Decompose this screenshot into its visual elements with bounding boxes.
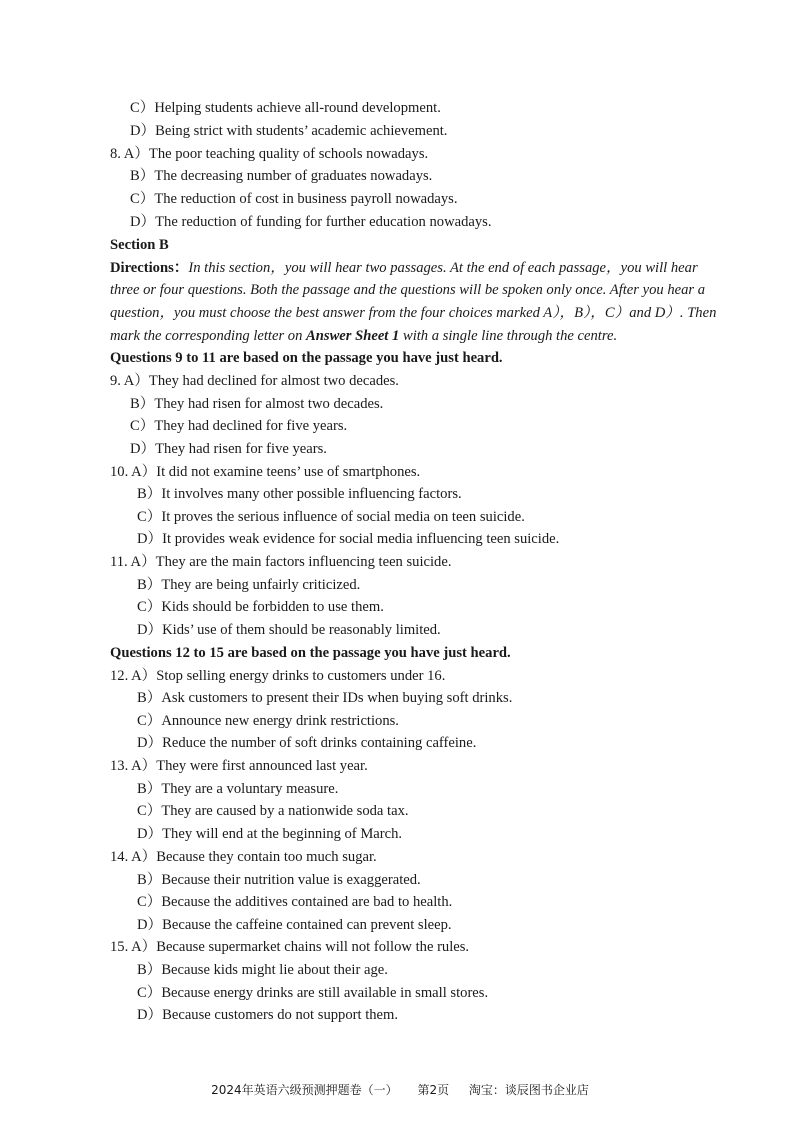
q9-option-c: C）They had declined for five years. <box>130 418 348 434</box>
group-1-heading: Questions 9 to 11 are based on the passage you have just heard. <box>110 350 503 366</box>
q12-option-b: B）Ask customers to present their IDs when buying soft drinks. <box>137 690 513 706</box>
footer-title: 2024年英语六级预测押题卷（一） <box>211 1083 398 1097</box>
q13-option-d: D）They will end at the beginning of March. <box>137 826 403 842</box>
q13-option-b: B）They are a voluntary measure. <box>137 781 339 797</box>
directions-line-3: question，you must choose the best answer from the four choices marked A），B），C）and D）. Then <box>110 305 717 321</box>
q13-option-c: C）They are caused by a nationwide soda tax. <box>137 803 409 819</box>
q12-option-a: 12. A）Stop selling energy drinks to customers under 16. <box>110 668 446 684</box>
q8-option-c: C）The reduction of cost in business payroll nowadays. <box>130 191 458 207</box>
q10-option-c: C）It proves the serious influence of social media on teen suicide. <box>137 509 525 525</box>
q13-option-a: 13. A）They were first announced last year. <box>110 758 368 774</box>
directions-line-4 <box>110 326 617 346</box>
q10-option-a: 10. A）It did not examine teens’ use of smartphones. <box>110 464 421 480</box>
q11-option-b: B）They are being unfairly criticized. <box>137 577 361 593</box>
q8-option-a: 8. A）The poor teaching quality of schools nowadays. <box>110 146 429 162</box>
directions-text-4b: with a single line through the centre. <box>399 328 618 344</box>
q7-option-c: C）Helping students achieve all-round development. <box>130 100 441 116</box>
answer-sheet-label: Answer Sheet 1 <box>306 328 400 344</box>
q11-option-a: 11. A）They are the main factors influencing teen suicide. <box>110 554 452 570</box>
q14-option-d: D）Because the caffeine contained can prevent sleep. <box>137 917 452 933</box>
q15-option-b: B）Because kids might lie about their age. <box>137 962 388 978</box>
q8-option-d: D）The reduction of funding for further education nowadays. <box>130 214 492 230</box>
group-2-heading: Questions 12 to 15 are based on the passage you have just heard. <box>110 645 511 661</box>
q10-option-b: B）It involves many other possible influencing factors. <box>137 486 462 502</box>
q14-option-c: C）Because the additives contained are bad to health. <box>137 894 453 910</box>
q12-option-c: C）Announce new energy drink restrictions. <box>137 713 399 729</box>
directions-line-1 <box>110 258 698 278</box>
q10-option-d: D）It provides weak evidence for social media influencing teen suicide. <box>137 531 560 547</box>
q15-option-d: D）Because customers do not support them. <box>137 1007 399 1023</box>
q15-option-a: 15. A）Because supermarket chains will not follow the rules. <box>110 939 470 955</box>
directions-text-1: In this section，you will hear two passages. At the end of each passage，you will hear <box>188 260 698 276</box>
page-footer <box>0 1081 800 1098</box>
q9-option-d: D）They had risen for five years. <box>130 441 327 457</box>
q15-option-c: C）Because energy drinks are still available in small stores. <box>137 985 489 1001</box>
footer-page-number: 第2页 <box>417 1083 450 1097</box>
directions-line-2: three or four questions. Both the passage and the questions will be spoken only once. After you hear a <box>110 282 706 298</box>
q9-option-a: 9. A）They had declined for almost two decades. <box>110 373 399 389</box>
q11-option-c: C）Kids should be forbidden to use them. <box>137 599 384 615</box>
q7-option-d: D）Being strict with students’ academic achievement. <box>130 123 448 139</box>
section-b-heading: Section B <box>110 237 169 253</box>
q11-option-d: D）Kids’ use of them should be reasonably limited. <box>137 622 441 638</box>
q9-option-b: B）They had risen for almost two decades. <box>130 396 384 412</box>
directions-text-4a: mark the corresponding letter on <box>110 328 307 344</box>
q8-option-b: B）The decreasing number of graduates nowadays. <box>130 168 433 184</box>
directions-label: Directions： <box>110 260 189 276</box>
q14-option-b: B）Because their nutrition value is exaggerated. <box>137 872 421 888</box>
q12-option-d: D）Reduce the number of soft drinks containing caffeine. <box>137 735 477 751</box>
q14-option-a: 14. A）Because they contain too much sugar. <box>110 849 377 865</box>
footer-shop: 淘宝：谈辰图书企业店 <box>468 1083 589 1097</box>
